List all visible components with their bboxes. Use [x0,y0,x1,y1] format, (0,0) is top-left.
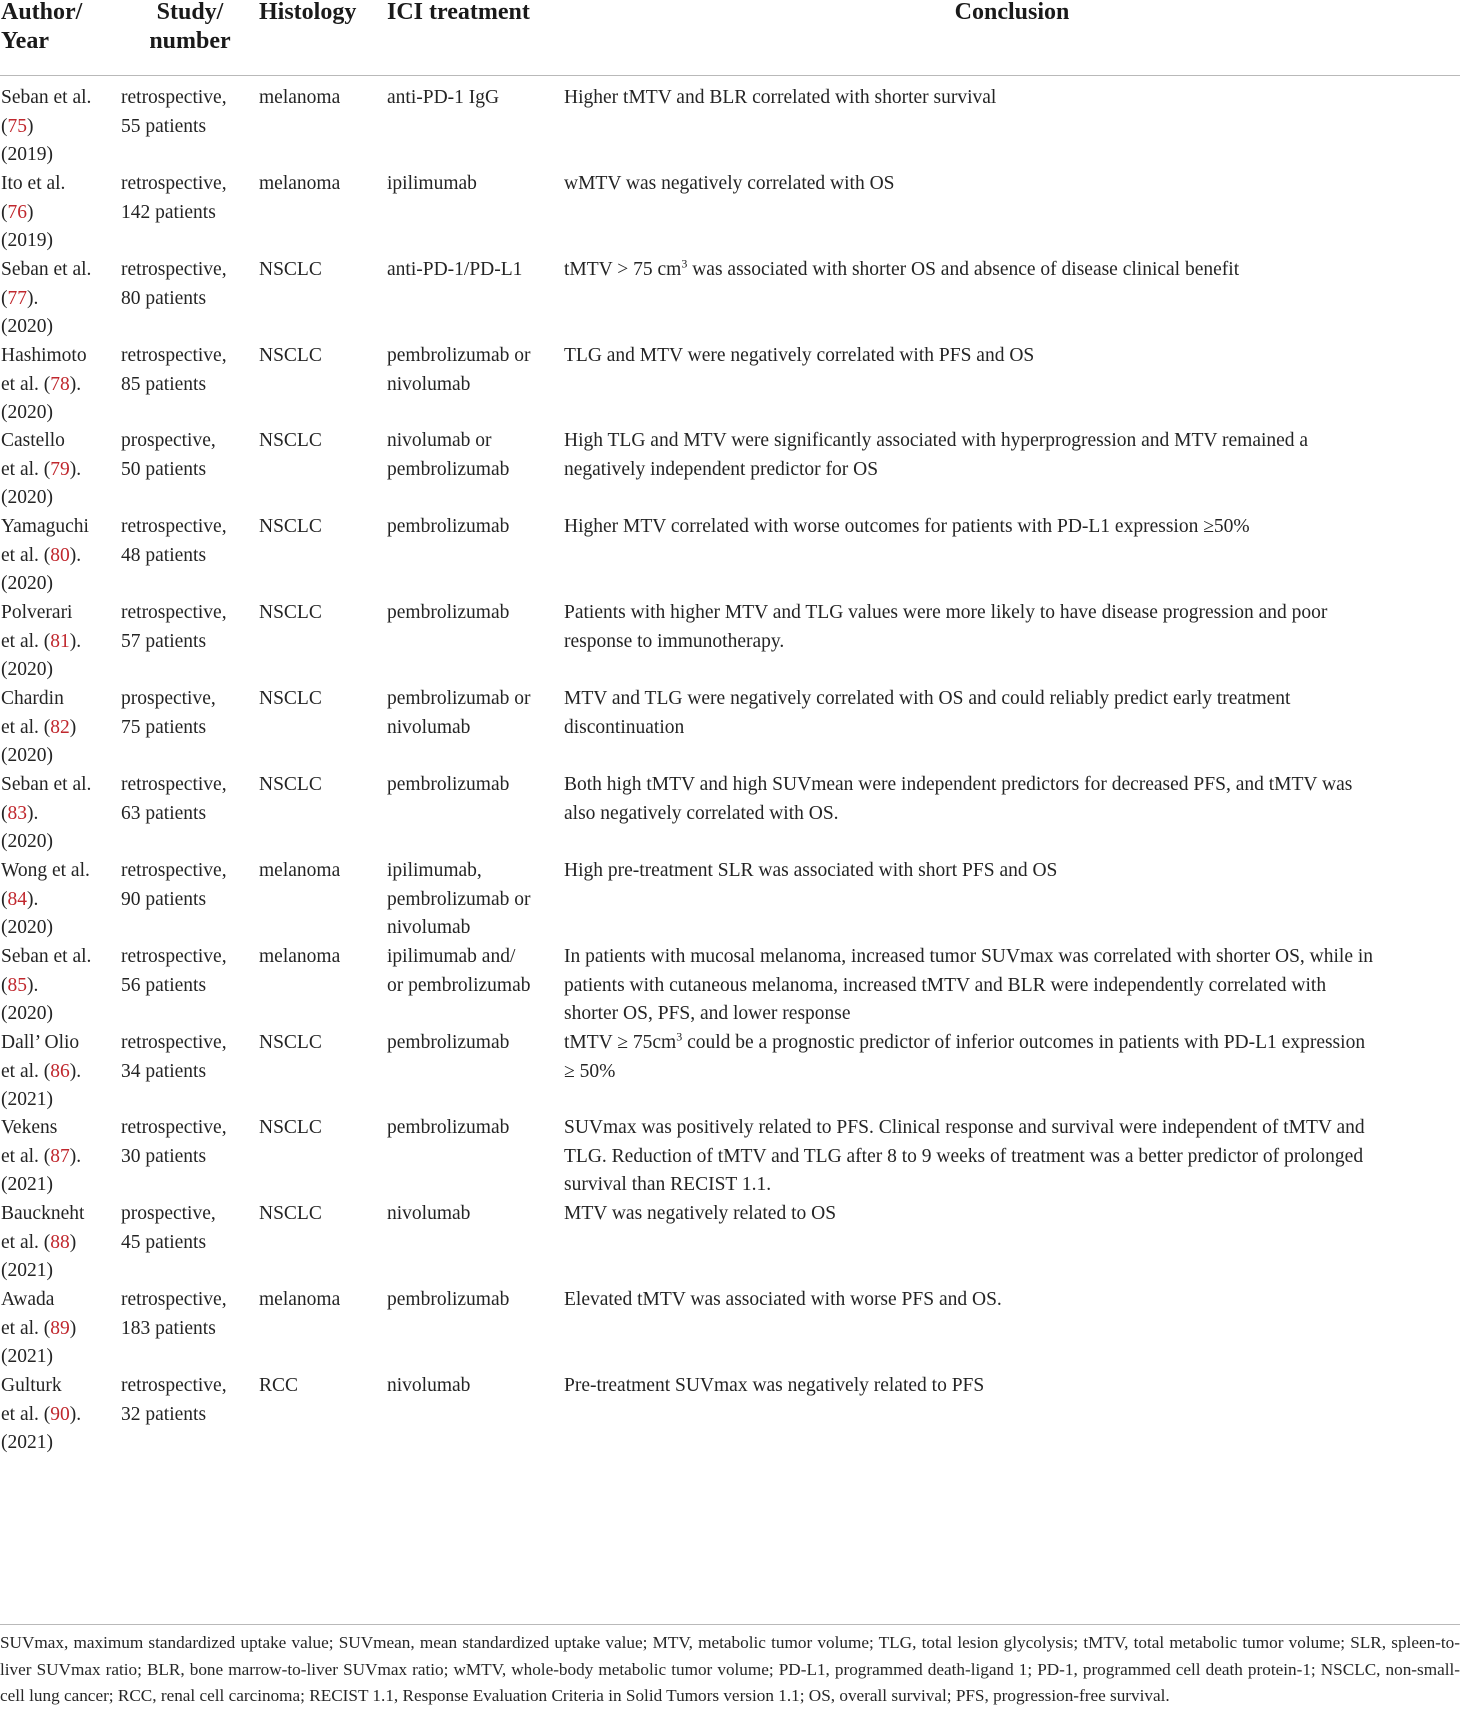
reference-link[interactable]: 87 [50,1145,70,1167]
table-row [0,256,1460,342]
histology-cell: NSCLC [259,1117,322,1138]
conclusion-text: was associated with shorter OS and absence of disease clinical benefit [687,259,1240,280]
author-name: Polverari et al. ( [1,602,73,652]
study-number-cell: retrospective, 63 patients [121,774,227,824]
conclusion-cell: In patients with mucosal melanoma, increased tumor SUVmax was correlated with shorter OS, while in patients with cutaneous melanoma, increased tMTV and BLR were independently correlated with shorter OS, PFS, and lower response [564,946,1374,1024]
ici-treatment-cell: pembrolizumab [387,516,510,537]
footnote-divider [0,1624,1460,1625]
reference-link[interactable]: 84 [7,888,27,910]
table-row [0,1200,1460,1286]
histology-cell: melanoma [259,860,341,881]
ici-treatment-cell: anti-PD-1 IgG [387,87,500,108]
histology-cell: RCC [259,1375,299,1396]
author-year-cell [0,342,121,428]
histology-cell: NSCLC [259,516,322,537]
ici-treatment-cell: pembrolizumab or nivolumab [387,688,531,738]
conclusion-cell: Patients with higher MTV and TLG values were more likely to have disease progression and poor response to immunotherapy. [564,602,1328,652]
ici-treatment-cell: pembrolizumab [387,1289,510,1310]
header-conclusion: Conclusion [954,0,1070,25]
author-name: Awada et al. ( [1,1289,55,1339]
author-year-cell [0,256,121,342]
header-study-number: Study/ number [149,0,231,54]
author-year: ) (2020) [1,716,77,766]
table-row [0,1286,1460,1372]
histology-cell: NSCLC [259,774,322,795]
ici-treatment-cell: ipilimumab [387,173,477,194]
author-year: ) (2019) [1,115,53,165]
conclusion-cell: SUVmax was positively related to PFS. Clinical response and survival were independent of tMTV and TLG. Reduction of tMTV and TLG after 8 to 9 weeks of treatment was a better predictor of prolonged survival than RECIST 1.1. [564,1117,1365,1195]
histology-cell: melanoma [259,87,341,108]
study-number-cell: retrospective, 80 patients [121,259,227,309]
author-year-cell [0,685,121,771]
study-number-cell: retrospective, 55 patients [121,87,227,137]
table-footnote: SUVmax, maximum standardized uptake value; SUVmean, mean standardized uptake value; MTV, metabolic tumor volume; TLG, total lesion glycolysis; tMTV, total metabolic tumor volume; SLR, spleen-to-liver SUVmax ratio; BLR, bone marrow-to-liver SUVmax ratio; wMTV, whole-body metabolic tumor volume; PD-L1, programmed death-ligand 1; PD-1, programmed cell death protein-1; NSCLC, non-small-cell lung cancer; RCC, renal cell carcinoma; RECIST 1.1, Response Evaluation Criteria in Solid Tumors version 1.1; OS, overall survival; PFS, progression-free survival. [0,1633,1460,1705]
conclusion-text: tMTV ≥ 75cm [564,1032,677,1053]
conclusion-cell [564,1029,1460,1115]
reference-link[interactable]: 89 [50,1317,70,1339]
histology-cell: NSCLC [259,430,322,451]
ici-treatment-cell: pembrolizumab [387,1032,510,1053]
conclusion-cell: Both high tMTV and high SUVmean were independent predictors for decreased PFS, and tMTV was also negatively correlated with OS. [564,774,1353,824]
histology-cell: NSCLC [259,688,322,709]
author-year: ). (2021) [1,1060,82,1110]
table-row [0,1372,1460,1458]
conclusion-cell: TLG and MTV were negatively correlated with PFS and OS [564,345,1035,366]
conclusion-cell: wMTV was negatively correlated with OS [564,173,895,194]
reference-link[interactable]: 75 [7,115,27,137]
header-author-year: Author/ Year [1,0,83,54]
author-year: ). (2021) [1,1403,82,1453]
study-number-cell: retrospective, 30 patients [121,1117,227,1167]
histology-cell: melanoma [259,173,341,194]
author-year-cell [0,84,121,170]
author-name: Yamaguchi et al. ( [1,516,89,566]
conclusion-cell: Elevated tMTV was associated with worse PFS and OS. [564,1289,1002,1310]
header-ici-treatment: ICI treatment [387,0,530,25]
ici-treatment-cell: nivolumab [387,1375,471,1396]
author-year: ) (2021) [1,1317,77,1367]
study-number-cell: prospective, 75 patients [121,688,216,738]
table-row [0,1029,1460,1115]
conclusion-cell: Higher MTV correlated with worse outcomes for patients with PD-L1 expression ≥50% [564,516,1250,537]
author-year-cell [0,1372,121,1458]
reference-link[interactable]: 76 [7,201,27,223]
study-number-cell: retrospective, 142 patients [121,173,227,223]
ici-treatment-cell: nivolumab [387,1203,471,1224]
author-year: ). (2020) [1,802,53,852]
author-name: Bauckneht et al. ( [1,1203,85,1253]
study-number-cell: retrospective, 90 patients [121,860,227,910]
conclusion-cell: High TLG and MTV were significantly associated with hyperprogression and MTV remained a negatively independent predictor for OS [564,430,1309,480]
reference-link[interactable]: 88 [50,1231,70,1253]
study-number-cell: retrospective, 56 patients [121,946,227,996]
histology-cell: NSCLC [259,602,322,623]
study-number-cell: retrospective, 34 patients [121,1032,227,1082]
conclusion-cell: Pre-treatment SUVmax was negatively related to PFS [564,1375,985,1396]
histology-cell: NSCLC [259,345,322,366]
author-name: Hashimoto et al. ( [1,345,87,395]
reference-link[interactable]: 82 [50,716,70,738]
histology-cell: NSCLC [259,259,322,280]
reference-link[interactable]: 86 [50,1060,70,1082]
histology-cell: melanoma [259,1289,341,1310]
conclusion-cell [564,256,1460,342]
reference-link[interactable]: 81 [50,630,70,652]
study-number-cell: prospective, 45 patients [121,1203,216,1253]
ici-treatment-cell: nivolumab or pembrolizumab [387,430,510,480]
study-number-cell: retrospective, 85 patients [121,345,227,395]
table-row [0,857,1460,943]
study-number-cell: retrospective, 57 patients [121,602,227,652]
reference-link[interactable]: 78 [50,373,70,395]
study-number-cell: retrospective, 32 patients [121,1375,227,1425]
author-name: Wong et al. ( [1,860,90,910]
reference-link[interactable]: 77 [7,287,27,309]
conclusion-cell: MTV was negatively related to OS [564,1203,837,1224]
author-name: Gulturk et al. ( [1,1375,62,1425]
author-year: ). (2021) [1,1145,82,1195]
ici-treatment-cell: pembrolizumab or nivolumab [387,345,531,395]
ici-treatment-cell: anti-PD-1/PD-L1 [387,259,523,280]
author-year-cell [0,1200,121,1286]
reference-link[interactable]: 90 [50,1403,70,1425]
author-name: Seban et al. ( [1,87,92,137]
histology-cell: NSCLC [259,1203,322,1224]
author-year: ). (2020) [1,974,53,1024]
conclusion-cell: Higher tMTV and BLR correlated with shorter survival [564,87,997,108]
histology-cell: melanoma [259,946,341,967]
author-year: ). (2020) [1,458,82,508]
ici-treatment-cell: pembrolizumab [387,774,510,795]
conclusion-cell: High pre-treatment SLR was associated with short PFS and OS [564,860,1058,881]
author-name: Vekens et al. ( [1,1117,58,1167]
author-year-cell [0,1286,121,1372]
ici-treatment-cell: pembrolizumab [387,602,510,623]
ici-treatment-cell: ipilimumab, pembrolizumab or nivolumab [387,860,531,938]
author-name: Ito et al. ( [1,173,66,223]
author-name: Seban et al. ( [1,259,92,309]
author-name: Chardin et al. ( [1,688,64,738]
ici-treatment-cell: ipilimumab and/ or pembrolizumab [387,946,531,996]
study-number-cell: retrospective, 183 patients [121,1289,227,1339]
author-year: ) (2019) [1,201,53,251]
author-name: Seban et al. ( [1,774,92,824]
reference-link[interactable]: 79 [50,458,70,480]
author-year-cell [0,1029,121,1115]
author-year: ). (2020) [1,544,82,594]
author-year: ). (2020) [1,888,53,938]
histology-cell: NSCLC [259,1032,322,1053]
header-divider [0,75,1460,76]
table-row [0,84,1460,170]
header-histology: Histology [259,0,357,25]
author-year-cell [0,857,121,943]
table-row [0,943,1460,1029]
reference-link[interactable]: 85 [7,974,27,996]
author-year-cell [0,771,121,857]
reference-link[interactable]: 83 [7,802,27,824]
author-name: Seban et al. ( [1,946,92,996]
conclusion-text: tMTV > 75 cm [564,259,682,280]
table-row [0,1114,1460,1200]
author-year: ) (2021) [1,1231,77,1281]
ici-treatment-cell: pembrolizumab [387,1117,510,1138]
table-row [0,342,1460,428]
author-year-cell [0,513,121,599]
table-row [0,685,1460,771]
author-year-cell [0,943,121,1029]
author-year: ). (2020) [1,287,53,337]
author-name: Castello et al. ( [1,430,65,480]
superscript-cubed: 3 [681,256,688,271]
table-row [0,513,1460,599]
table-row [0,771,1460,857]
conclusion-cell: MTV and TLG were negatively correlated with OS and could reliably predict early treatment discontinuation [564,688,1291,738]
table-row [0,170,1460,256]
author-year: ). (2020) [1,373,82,423]
table-row [0,427,1460,513]
superscript-cubed: 3 [676,1029,683,1044]
author-year-cell [0,1114,121,1200]
author-year-cell [0,170,121,256]
study-number-cell: retrospective, 48 patients [121,516,227,566]
study-number-cell: prospective, 50 patients [121,430,216,480]
author-year-cell [0,599,121,685]
table-row [0,599,1460,685]
conclusion-text: could be a prognostic predictor of inferior outcomes in patients with PD-L1 expression ≥ 50% [564,1032,1366,1082]
author-year: ). (2020) [1,630,82,680]
author-name: Dall’ Olio et al. ( [1,1032,80,1082]
author-year-cell [0,427,121,513]
reference-link[interactable]: 80 [50,544,70,566]
table-header-row [0,0,1460,76]
